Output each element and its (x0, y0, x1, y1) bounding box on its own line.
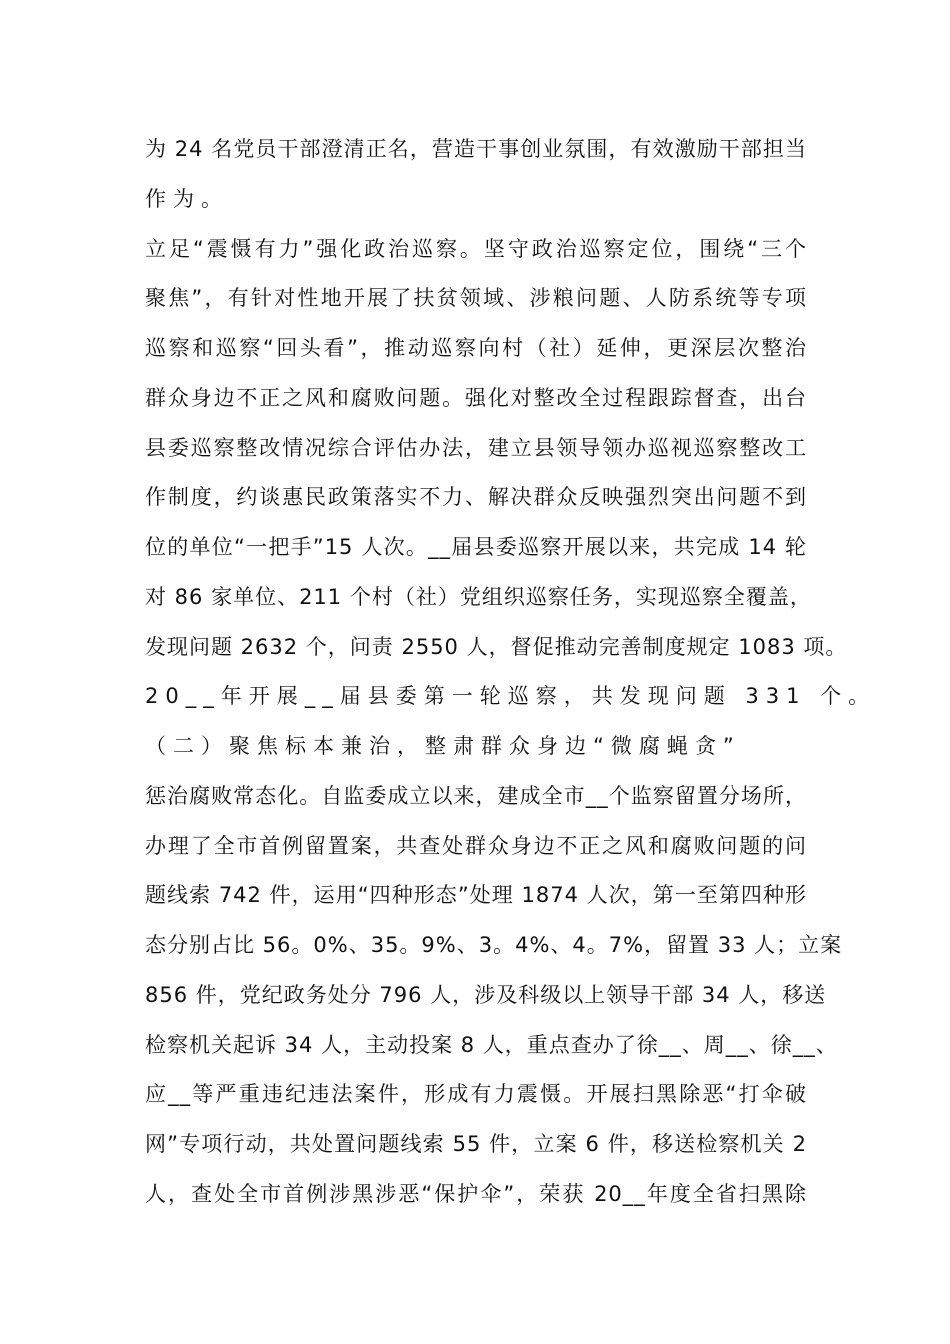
text-line: 群众身边不正之风和腐败问题。强化对整改全过程跟踪督查，出台 (145, 385, 807, 410)
text-line: 题线索 742 件，运用“四种形态”处理 1874 人次，第一至第四种形 (145, 883, 807, 908)
text-line: 作制度，约谈惠民政策落实不力、解决群众反映强烈突出问题不到 (145, 485, 807, 510)
document-body (145, 125, 877, 1220)
text-line: 856 件，党纪政务处分 796 人，涉及科级以上领导干部 34 人，移送 (145, 982, 827, 1007)
text-line: 县委巡察整改情况综合评估办法，建立县领导领办巡视巡察整改工 (145, 435, 807, 460)
text-line: 发现问题 2632 个，问责 2550 人，督促推动完善制度规定 1083 项。 (145, 634, 848, 659)
text-line: 聚焦”，有针对性地开展了扶贫领域、涉粮问题、人防系统等专项 (145, 286, 807, 311)
text-line: 作为。 (145, 186, 229, 211)
section-heading: （二）聚焦标本兼治，整肃群众身边“微腐蝇贪” (145, 734, 741, 758)
text-line: 立足“震慑有力”强化政治巡察。坚守政治巡察定位，围绕“三个 (145, 236, 807, 261)
text-line: 巡察和巡察“回头看”，推动巡察向村（社）延伸，更深层次整治 (145, 336, 807, 360)
text-line: 位的单位“一把手”15 人次。__届县委巡察开展以来，共完成 14 轮 (145, 535, 807, 559)
text-line: 惩治腐败常态化。自监委成立以来，建成全市__个监察留置分场所， (145, 783, 807, 808)
text-line: 为 24 名党员干部澄清正名，营造干事创业氛围，有效激励干部担当 (145, 137, 807, 161)
text-line: 应__等严重违纪违法案件，形成有力震慑。开展扫黑除恶“打伞破 (145, 1082, 807, 1107)
text-line: 对 86 家单位、211 个村（社）党组织巡察任务，实现巡察全覆盖， (145, 584, 812, 609)
text-line: 网”专项行动，共处置问题线索 55 件，立案 6 件，移送检察机关 2 (145, 1132, 807, 1156)
text-line: 20__年开展__届县委第一轮巡察，共发现问题 331 个。 (145, 684, 877, 709)
text-line: 人，查处全市首例涉黑涉恶“保护伞”，荣获 20__年度全省扫黑除 (145, 1181, 807, 1206)
text-line: 办理了全市首例留置案，共查处群众身边不正之风和腐败问题的问 (145, 833, 807, 858)
text-line: 态分别占比 56。0%、35。9%、3。4%、4。7%，留置 33 人；立案 (145, 933, 843, 957)
text-line: 检察机关起诉 34 人，主动投案 8 人，重点查办了徐__、周__、徐__、 (145, 1032, 838, 1057)
